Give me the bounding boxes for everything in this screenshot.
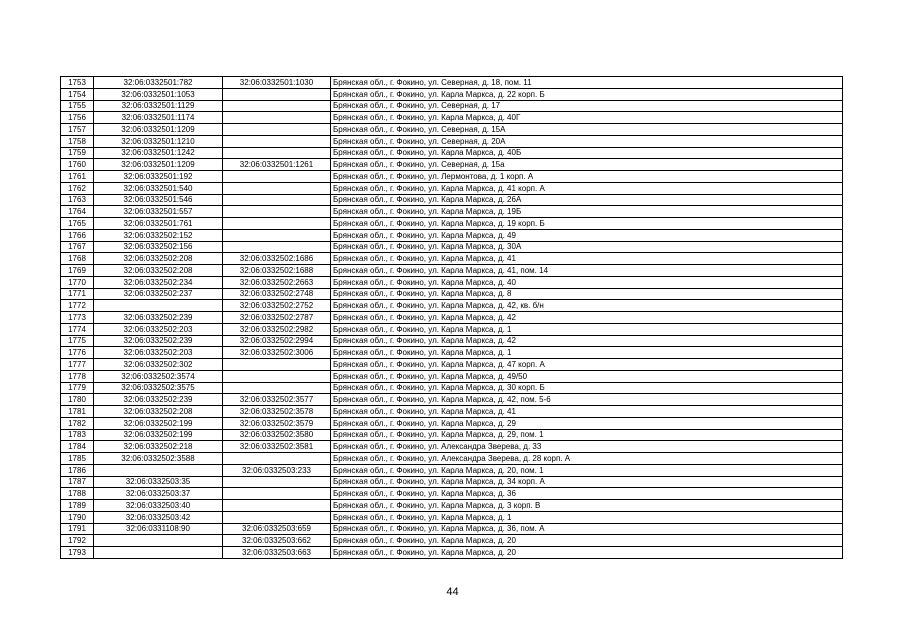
- row-number-cell: 1777: [61, 359, 94, 371]
- row-number-cell: 1789: [61, 500, 94, 512]
- address-cell: Брянская обл., г. Фокино, ул. Карла Маркса, д. 22 корп. Б: [331, 88, 843, 100]
- row-number-cell: 1767: [61, 241, 94, 253]
- object-number-cell: 32:06:0332502:3580: [223, 429, 331, 441]
- object-number-cell: [223, 500, 331, 512]
- table-row: [61, 488, 843, 500]
- address-cell: Брянская обл., г. Фокино, ул. Северная, д. 18, пом. 11: [331, 77, 843, 89]
- cadastral-number-cell: [94, 535, 223, 547]
- row-number-cell: 1753: [61, 77, 94, 89]
- cadastral-number-cell: 32:06:0332501:546: [94, 194, 223, 206]
- table-row: [61, 206, 843, 218]
- table-row: [61, 100, 843, 112]
- address-cell: Брянская обл., г. Фокино, ул. Карла Маркса, д. 42, пом. 5-6: [331, 394, 843, 406]
- object-number-cell: [223, 370, 331, 382]
- cadastral-number-cell: [94, 464, 223, 476]
- address-cell: Брянская обл., г. Фокино, ул. Александра Зверева, д. 28 корп. А: [331, 453, 843, 465]
- registry-table-body: [61, 77, 843, 559]
- row-number-cell: 1776: [61, 347, 94, 359]
- table-row: [61, 300, 843, 312]
- row-number-cell: 1774: [61, 323, 94, 335]
- address-cell: Брянская обл., г. Фокино, ул. Карла Маркса, д. 30 корп. Б: [331, 382, 843, 394]
- row-number-cell: 1792: [61, 535, 94, 547]
- row-number-cell: 1757: [61, 124, 94, 136]
- object-number-cell: 32:06:0332501:1030: [223, 77, 331, 89]
- address-cell: Брянская обл., г. Фокино, ул. Карла Маркса, д. 8: [331, 288, 843, 300]
- cadastral-number-cell: 32:06:0332502:239: [94, 335, 223, 347]
- object-number-cell: [223, 206, 331, 218]
- cadastral-number-cell: 32:06:0332501:192: [94, 171, 223, 183]
- object-number-cell: 32:06:0332502:2752: [223, 300, 331, 312]
- table-row: [61, 335, 843, 347]
- object-number-cell: [223, 359, 331, 371]
- table-row: [61, 453, 843, 465]
- cadastral-number-cell: 32:06:0332502:3588: [94, 453, 223, 465]
- cadastral-number-cell: 32:06:0332501:1242: [94, 147, 223, 159]
- row-number-cell: 1768: [61, 253, 94, 265]
- table-row: [61, 382, 843, 394]
- row-number-cell: 1791: [61, 523, 94, 535]
- table-row: [61, 476, 843, 488]
- table-row: [61, 547, 843, 559]
- address-cell: Брянская обл., г. Фокино, ул. Карла Маркса, д. 1: [331, 511, 843, 523]
- table-row: [61, 147, 843, 159]
- table-row: [61, 135, 843, 147]
- row-number-cell: 1770: [61, 276, 94, 288]
- table-row: [61, 500, 843, 512]
- row-number-cell: 1764: [61, 206, 94, 218]
- cadastral-number-cell: 32:06:0332501:1209: [94, 124, 223, 136]
- cadastral-number-cell: 32:06:0332502:208: [94, 406, 223, 418]
- object-number-cell: [223, 112, 331, 124]
- address-cell: Брянская обл., г. Фокино, ул. Карла Маркса, д. 19Б: [331, 206, 843, 218]
- object-number-cell: 32:06:0332501:1261: [223, 159, 331, 171]
- object-number-cell: 32:06:0332502:3579: [223, 417, 331, 429]
- address-cell: Брянская обл., г. Фокино, ул. Карла Маркса, д. 26А: [331, 194, 843, 206]
- row-number-cell: 1771: [61, 288, 94, 300]
- object-number-cell: 32:06:0332502:1688: [223, 265, 331, 277]
- address-cell: Брянская обл., г. Фокино, ул. Карла Маркса, д. 34 корп. А: [331, 476, 843, 488]
- cadastral-number-cell: 32:06:0332502:203: [94, 347, 223, 359]
- cadastral-number-cell: 32:06:0332502:302: [94, 359, 223, 371]
- row-number-cell: 1759: [61, 147, 94, 159]
- object-number-cell: [223, 453, 331, 465]
- address-cell: Брянская обл., г. Фокино, ул. Карла Маркса, д. 42: [331, 335, 843, 347]
- cadastral-number-cell: 32:06:0332503:35: [94, 476, 223, 488]
- object-number-cell: [223, 100, 331, 112]
- row-number-cell: 1778: [61, 370, 94, 382]
- address-cell: Брянская обл., г. Фокино, ул. Карла Маркса, д. 49: [331, 229, 843, 241]
- address-cell: Брянская обл., г. Фокино, ул. Карла Маркса, д. 20, пом. 1: [331, 464, 843, 476]
- object-number-cell: [223, 511, 331, 523]
- table-row: [61, 394, 843, 406]
- row-number-cell: 1788: [61, 488, 94, 500]
- cadastral-number-cell: 32:06:0332502:208: [94, 253, 223, 265]
- object-number-cell: [223, 476, 331, 488]
- cadastral-number-cell: 32:06:0332502:239: [94, 312, 223, 324]
- object-number-cell: [223, 229, 331, 241]
- row-number-cell: 1760: [61, 159, 94, 171]
- table-row: [61, 159, 843, 171]
- table-row: [61, 77, 843, 89]
- address-cell: Брянская обл., г. Фокино, ул. Карла Маркса, д. 42: [331, 312, 843, 324]
- row-number-cell: 1779: [61, 382, 94, 394]
- table-row: [61, 370, 843, 382]
- row-number-cell: 1773: [61, 312, 94, 324]
- object-number-cell: [223, 88, 331, 100]
- object-number-cell: [223, 218, 331, 230]
- table-row: [61, 429, 843, 441]
- table-row: [61, 218, 843, 230]
- object-number-cell: 32:06:0332502:3577: [223, 394, 331, 406]
- object-number-cell: [223, 135, 331, 147]
- cadastral-number-cell: 32:06:0332501:1209: [94, 159, 223, 171]
- object-number-cell: 32:06:0332502:2663: [223, 276, 331, 288]
- row-number-cell: 1780: [61, 394, 94, 406]
- object-number-cell: 32:06:0332502:3006: [223, 347, 331, 359]
- object-number-cell: [223, 382, 331, 394]
- table-row: [61, 347, 843, 359]
- object-number-cell: 32:06:0332502:1686: [223, 253, 331, 265]
- object-number-cell: 32:06:0332502:2982: [223, 323, 331, 335]
- object-number-cell: 32:06:0332503:233: [223, 464, 331, 476]
- row-number-cell: 1784: [61, 441, 94, 453]
- object-number-cell: [223, 147, 331, 159]
- table-row: [61, 265, 843, 277]
- cadastral-number-cell: 32:06:0332502:199: [94, 429, 223, 441]
- object-number-cell: 32:06:0332502:2994: [223, 335, 331, 347]
- table-row: [61, 171, 843, 183]
- cadastral-number-cell: 32:06:0332502:237: [94, 288, 223, 300]
- address-cell: Брянская обл., г. Фокино, ул. Северная, д. 20А: [331, 135, 843, 147]
- address-cell: Брянская обл., г. Фокино, ул. Северная, д. 15а: [331, 159, 843, 171]
- address-cell: Брянская обл., г. Фокино, ул. Карла Маркса, д. 20: [331, 547, 843, 559]
- table-row: [61, 229, 843, 241]
- table-row: [61, 359, 843, 371]
- address-cell: Брянская обл., г. Фокино, ул. Карла Маркса, д. 41, пом. 14: [331, 265, 843, 277]
- address-cell: Брянская обл., г. Фокино, ул. Карла Маркса, д. 40Б: [331, 147, 843, 159]
- cadastral-number-cell: 32:06:0332502:208: [94, 265, 223, 277]
- address-cell: Брянская обл., г. Фокино, ул. Карла Маркса, д. 1: [331, 323, 843, 335]
- address-cell: Брянская обл., г. Фокино, ул. Карла Маркса, д. 41 корп. А: [331, 182, 843, 194]
- address-cell: Брянская обл., г. Фокино, ул. Александра Зверева, д. 33: [331, 441, 843, 453]
- row-number-cell: 1766: [61, 229, 94, 241]
- table-row: [61, 511, 843, 523]
- row-number-cell: 1790: [61, 511, 94, 523]
- address-cell: Брянская обл., г. Фокино, ул. Карла Маркса, д. 40: [331, 276, 843, 288]
- cadastral-number-cell: 32:06:0331108:90: [94, 523, 223, 535]
- table-row: [61, 288, 843, 300]
- cadastral-number-cell: 32:06:0332501:1210: [94, 135, 223, 147]
- table-row: [61, 417, 843, 429]
- row-number-cell: 1762: [61, 182, 94, 194]
- row-number-cell: 1755: [61, 100, 94, 112]
- address-cell: Брянская обл., г. Фокино, ул. Карла Маркса, д. 30А: [331, 241, 843, 253]
- object-number-cell: 32:06:0332503:662: [223, 535, 331, 547]
- row-number-cell: 1782: [61, 417, 94, 429]
- cadastral-number-cell: 32:06:0332502:239: [94, 394, 223, 406]
- address-cell: Брянская обл., г. Фокино, ул. Карла Маркса, д. 29: [331, 417, 843, 429]
- cadastral-number-cell: 32:06:0332502:218: [94, 441, 223, 453]
- table-row: [61, 124, 843, 136]
- table-row: [61, 276, 843, 288]
- cadastral-number-cell: 32:06:0332502:156: [94, 241, 223, 253]
- cadastral-number-cell: 32:06:0332502:3575: [94, 382, 223, 394]
- row-number-cell: 1769: [61, 265, 94, 277]
- object-number-cell: 32:06:0332502:3581: [223, 441, 331, 453]
- cadastral-number-cell: 32:06:0332502:3574: [94, 370, 223, 382]
- cadastral-number-cell: 32:06:0332503:40: [94, 500, 223, 512]
- table-row: [61, 464, 843, 476]
- address-cell: Брянская обл., г. Фокино, ул. Карла Маркса, д. 1: [331, 347, 843, 359]
- row-number-cell: 1772: [61, 300, 94, 312]
- cadastral-number-cell: 32:06:0332501:782: [94, 77, 223, 89]
- cadastral-number-cell: 32:06:0332502:234: [94, 276, 223, 288]
- cadastral-number-cell: [94, 300, 223, 312]
- table-row: [61, 241, 843, 253]
- address-cell: Брянская обл., г. Фокино, ул. Карла Маркса, д. 49/50: [331, 370, 843, 382]
- cadastral-number-cell: [94, 547, 223, 559]
- cadastral-number-cell: 32:06:0332502:152: [94, 229, 223, 241]
- address-cell: Брянская обл., г. Фокино, ул. Карла Маркса, д. 40Г: [331, 112, 843, 124]
- address-cell: Брянская обл., г. Фокино, ул. Карла Маркса, д. 20: [331, 535, 843, 547]
- row-number-cell: 1758: [61, 135, 94, 147]
- row-number-cell: 1761: [61, 171, 94, 183]
- row-number-cell: 1786: [61, 464, 94, 476]
- row-number-cell: 1765: [61, 218, 94, 230]
- object-number-cell: [223, 488, 331, 500]
- row-number-cell: 1763: [61, 194, 94, 206]
- cadastral-number-cell: 32:06:0332501:1129: [94, 100, 223, 112]
- object-number-cell: [223, 182, 331, 194]
- address-cell: Брянская обл., г. Фокино, ул. Карла Маркса, д. 41: [331, 253, 843, 265]
- address-cell: Брянская обл., г. Фокино, ул. Карла Маркса, д. 36, пом. А: [331, 523, 843, 535]
- cadastral-number-cell: 32:06:0332501:761: [94, 218, 223, 230]
- row-number-cell: 1793: [61, 547, 94, 559]
- cadastral-number-cell: 32:06:0332501:540: [94, 182, 223, 194]
- table-row: [61, 441, 843, 453]
- cadastral-number-cell: 32:06:0332501:1174: [94, 112, 223, 124]
- address-cell: Брянская обл., г. Фокино, ул. Карла Маркса, д. 42, кв. б/н: [331, 300, 843, 312]
- page-number: 44: [446, 586, 459, 598]
- table-row: [61, 323, 843, 335]
- table-row: [61, 182, 843, 194]
- address-cell: Брянская обл., г. Фокино, ул. Северная, д. 15А: [331, 124, 843, 136]
- table-row: [61, 88, 843, 100]
- table-row: [61, 253, 843, 265]
- object-number-cell: [223, 171, 331, 183]
- cadastral-number-cell: 32:06:0332501:1053: [94, 88, 223, 100]
- row-number-cell: 1783: [61, 429, 94, 441]
- row-number-cell: 1785: [61, 453, 94, 465]
- object-number-cell: 32:06:0332503:663: [223, 547, 331, 559]
- object-number-cell: [223, 194, 331, 206]
- address-cell: Брянская обл., г. Фокино, ул. Карла Маркса, д. 47 корп. А: [331, 359, 843, 371]
- row-number-cell: 1756: [61, 112, 94, 124]
- address-cell: Брянская обл., г. Фокино, ул. Карла Маркса, д. 36: [331, 488, 843, 500]
- object-number-cell: [223, 241, 331, 253]
- cadastral-number-cell: 32:06:0332503:37: [94, 488, 223, 500]
- address-cell: Брянская обл., г. Фокино, ул. Лермонтова, д. 1 корп. А: [331, 171, 843, 183]
- cadastral-number-cell: 32:06:0332502:199: [94, 417, 223, 429]
- row-number-cell: 1775: [61, 335, 94, 347]
- table-row: [61, 312, 843, 324]
- address-cell: Брянская обл., г. Фокино, ул. Карла Маркса, д. 19 корп. Б: [331, 218, 843, 230]
- object-number-cell: 32:06:0332502:3578: [223, 406, 331, 418]
- table-row: [61, 406, 843, 418]
- row-number-cell: 1787: [61, 476, 94, 488]
- table-row: [61, 112, 843, 124]
- object-number-cell: 32:06:0332502:2787: [223, 312, 331, 324]
- cadastral-number-cell: 32:06:0332501:557: [94, 206, 223, 218]
- cadastral-number-cell: 32:06:0332503:42: [94, 511, 223, 523]
- registry-table: [60, 76, 843, 559]
- table-row: [61, 194, 843, 206]
- address-cell: Брянская обл., г. Фокино, ул. Карла Маркса, д. 41: [331, 406, 843, 418]
- table-row: [61, 523, 843, 535]
- cadastral-number-cell: 32:06:0332502:203: [94, 323, 223, 335]
- address-cell: Брянская обл., г. Фокино, ул. Северная, д. 17: [331, 100, 843, 112]
- address-cell: Брянская обл., г. Фокино, ул. Карла Маркса, д. 29, пом. 1: [331, 429, 843, 441]
- address-cell: Брянская обл., г. Фокино, ул. Карла Маркса, д. 3 корп. В: [331, 500, 843, 512]
- table-row: [61, 535, 843, 547]
- object-number-cell: 32:06:0332502:2748: [223, 288, 331, 300]
- row-number-cell: 1754: [61, 88, 94, 100]
- row-number-cell: 1781: [61, 406, 94, 418]
- object-number-cell: [223, 124, 331, 136]
- object-number-cell: 32:06:0332503:659: [223, 523, 331, 535]
